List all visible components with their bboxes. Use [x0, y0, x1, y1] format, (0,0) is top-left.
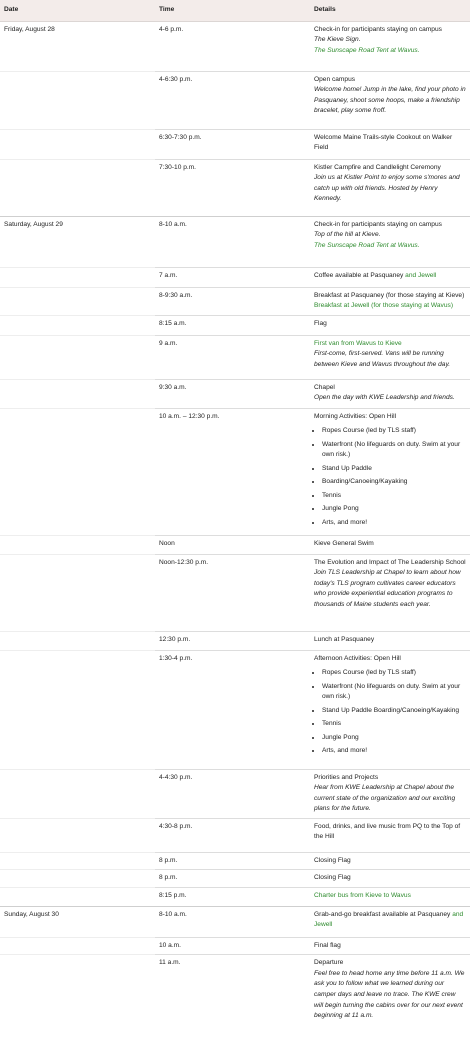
date-cell: Sunday, August 30 [0, 906, 155, 937]
table-header-row [0, 0, 470, 21]
event-title [314, 271, 466, 282]
details-cell [310, 937, 470, 955]
event-title [314, 133, 466, 154]
table-row [0, 315, 470, 335]
event-description: Open the day with KWE Leadership and friends. [314, 394, 455, 402]
table-row [0, 335, 470, 379]
table-row [0, 287, 470, 315]
event-title [314, 539, 466, 550]
time-cell: 8-10 a.m. [155, 216, 310, 267]
table-row [0, 554, 470, 631]
event-title [314, 958, 466, 969]
table-row [0, 818, 470, 852]
table-row [0, 216, 470, 267]
activity-list-item: • Waterfront (No lifeguards on duty. Swim at your own risk.) [322, 440, 466, 461]
table-row [0, 937, 470, 955]
date-cell [0, 955, 155, 1047]
details-cell [310, 129, 470, 159]
event-description: Join TLS Leadership at Chapel to learn about how today's TLS program cultivates career educators who provide experiential education programs to thousands of Maine students each year. [314, 569, 461, 608]
date-cell [0, 267, 155, 287]
details-cell [310, 379, 470, 408]
date-cell: Friday, August 28 [0, 21, 155, 71]
table-row [0, 267, 470, 287]
date-cell [0, 71, 155, 129]
event-title-green: Charter bus from Kieve to Wavus [314, 891, 411, 899]
details-cell [310, 818, 470, 852]
schedule-body [0, 21, 470, 1047]
event-title [314, 163, 466, 174]
event-title-text: Kieve General Swim [314, 539, 374, 547]
table-row [0, 129, 470, 159]
event-title-text: Closing Flag [314, 856, 351, 864]
table-row [0, 159, 470, 216]
event-title-text: Breakfast at Pasquaney (for those staying at Kieve) [314, 291, 465, 299]
table-row [0, 852, 470, 870]
table-row [0, 631, 470, 650]
details-cell [310, 408, 470, 535]
date-cell [0, 650, 155, 769]
event-title-text: Afternoon Activities: Open Hill [314, 654, 401, 662]
time-cell: 12:30 p.m. [155, 631, 310, 650]
details-cell [310, 267, 470, 287]
event-title [314, 773, 466, 784]
table-row [0, 906, 470, 937]
activity-list [314, 668, 466, 757]
date-cell [0, 887, 155, 906]
table-row [0, 379, 470, 408]
date-cell [0, 818, 155, 852]
details-cell [310, 315, 470, 335]
activity-list-item: • Stand Up Paddle Boarding/Canoeing/Kayaking [322, 706, 466, 717]
event-title [314, 941, 466, 952]
event-title [314, 873, 466, 884]
details-cell [310, 287, 470, 315]
event-title [314, 635, 466, 646]
event-description: The Kieve Sign. [314, 36, 361, 44]
time-cell: 1:30-4 p.m. [155, 650, 310, 769]
event-title-text: Morning Activities: Open Hill [314, 412, 397, 420]
date-cell [0, 379, 155, 408]
time-cell: Noon [155, 535, 310, 554]
date-cell [0, 870, 155, 888]
time-cell: 8:15 p.m. [155, 887, 310, 906]
event-title-green: First van from Wavus to Kieve [314, 339, 402, 347]
event-title [314, 319, 466, 330]
details-cell [310, 852, 470, 870]
date-cell [0, 287, 155, 315]
table-row [0, 71, 470, 129]
details-cell [310, 769, 470, 818]
time-cell: 10 a.m. [155, 937, 310, 955]
date-cell [0, 129, 155, 159]
event-title-text: Check-in for participants staying on campus [314, 25, 442, 33]
date-cell [0, 769, 155, 818]
details-cell [310, 535, 470, 554]
event-title [314, 220, 466, 231]
column-header-time: Time [155, 0, 310, 21]
event-title [314, 291, 466, 302]
event-title-text: Lunch at Pasquaney [314, 635, 375, 643]
time-cell: 7:30-10 p.m. [155, 159, 310, 216]
date-cell [0, 315, 155, 335]
event-title-text: Open campus [314, 75, 356, 83]
details-cell [310, 887, 470, 906]
table-row [0, 870, 470, 888]
activity-list-item: • Stand Up Paddle [322, 464, 466, 475]
event-title [314, 558, 466, 569]
details-cell [310, 631, 470, 650]
event-title [314, 822, 466, 843]
event-title [314, 412, 466, 423]
details-cell [310, 71, 470, 129]
event-title [314, 910, 466, 931]
details-cell [310, 554, 470, 631]
time-cell: 6:30-7:30 p.m. [155, 129, 310, 159]
time-cell: 8 p.m. [155, 870, 310, 888]
event-title [314, 383, 466, 394]
event-title-text: Departure [314, 959, 344, 967]
event-title [314, 25, 466, 36]
event-note-green: Breakfast at Jewell (for those staying at Wavus) [314, 302, 454, 310]
event-description: Join us at Kistler Point to enjoy some s'mores and catch up with old friends. Hosted by Henry Kennedy. [314, 174, 460, 203]
date-cell [0, 554, 155, 631]
event-title-text: The Evolution and Impact of The Leadership School [314, 558, 466, 566]
time-cell: Noon-12:30 p.m. [155, 554, 310, 631]
time-cell: 4-6:30 p.m. [155, 71, 310, 129]
event-title-green: and Jewell [314, 910, 464, 929]
event-location-green: The Sunscape Road Tent at Wavus. [314, 46, 420, 54]
time-cell: 4:30-8 p.m. [155, 818, 310, 852]
table-row [0, 887, 470, 906]
details-cell [310, 335, 470, 379]
event-title-text: Chapel [314, 383, 335, 391]
activity-list [314, 426, 466, 528]
date-cell [0, 408, 155, 535]
date-cell [0, 335, 155, 379]
event-title [314, 75, 466, 86]
time-cell: 8:15 a.m. [155, 315, 310, 335]
details-cell [310, 870, 470, 888]
event-description: Hear from KWE Leadership at Chapel about the current state of the organization and our exciting plans for the future. [314, 784, 456, 813]
time-cell: 11 a.m. [155, 955, 310, 1047]
event-title-text: Flag [314, 319, 327, 327]
event-description: Top of the hill at Kieve. [314, 231, 381, 239]
details-cell [310, 159, 470, 216]
activity-list-item: • Tennis [322, 719, 466, 730]
date-cell [0, 159, 155, 216]
activity-list-item: • Arts, and more! [322, 746, 466, 757]
event-title [314, 856, 466, 867]
time-cell: 9 a.m. [155, 335, 310, 379]
activity-list-item: • Arts, and more! [322, 518, 466, 529]
event-title-text: Kistler Campfire and Candlelight Ceremony [314, 163, 441, 171]
details-cell [310, 21, 470, 71]
event-title-text: Closing Flag [314, 874, 351, 882]
event-title-text: Grab-and-go breakfast available at Pasquaney [314, 910, 451, 918]
time-cell: 10 a.m. – 12:30 p.m. [155, 408, 310, 535]
details-cell [310, 906, 470, 937]
table-row [0, 769, 470, 818]
activity-list-item: • Boarding/Canoeing/Kayaking [322, 477, 466, 488]
event-description: First-come, first-served. Vans will be running between Kieve and Wavus throughout the day. [314, 350, 451, 368]
event-title-green: and Jewell [403, 271, 437, 279]
event-title-text: Check-in for participants staying on campus [314, 220, 442, 228]
time-cell: 8-10 a.m. [155, 906, 310, 937]
table-row [0, 535, 470, 554]
event-title-text: Welcome Maine Trails-style Cookout on Walker Field [314, 133, 453, 152]
table-row [0, 21, 470, 71]
activity-list-item: • Waterfront (No lifeguards on duty. Swim at your own risk.) [322, 682, 466, 703]
details-cell [310, 650, 470, 769]
time-cell: 4-4:30 p.m. [155, 769, 310, 818]
time-cell: 8-9:30 a.m. [155, 287, 310, 315]
column-header-date: Date [0, 0, 155, 21]
table-row [0, 408, 470, 535]
details-cell [310, 216, 470, 267]
activity-list-item: • Jungle Pong [322, 504, 466, 515]
date-cell [0, 535, 155, 554]
date-cell [0, 937, 155, 955]
event-title-text: Final flag [314, 941, 341, 949]
event-location-green: The Sunscape Road Tent at Wavus. [314, 241, 420, 249]
table-row [0, 650, 470, 769]
details-cell [310, 955, 470, 1047]
activity-list-item: • Tennis [322, 491, 466, 502]
date-cell: Saturday, August 29 [0, 216, 155, 267]
event-description: Feel free to head home any time before 11 a.m. We ask you to follow what we learned during our camper days and leave no trace. The KWE crew will begin turning the cabins over for our next event beginning at 11 a.m. [314, 969, 465, 1020]
time-cell: 9:30 a.m. [155, 379, 310, 408]
event-title [314, 654, 466, 665]
event-title-text: Food, drinks, and live music from PQ to the Top of the Hill [314, 822, 461, 841]
date-cell [0, 852, 155, 870]
date-cell [0, 631, 155, 650]
time-cell: 7 a.m. [155, 267, 310, 287]
column-header-details: Details [310, 0, 470, 21]
event-description: Welcome home! Jump in the lake, find your photo in Pasquaney, shoot some hoops, make a friendship bracelet, play some froff. [314, 86, 466, 115]
time-cell: 4-6 p.m. [155, 21, 310, 71]
table-row [0, 955, 470, 1047]
event-title-text: Priorities and Projects [314, 773, 379, 781]
activity-list-item: • Ropes Course (led by TLS staff) [322, 668, 466, 679]
time-cell: 8 p.m. [155, 852, 310, 870]
activity-list-item: • Ropes Course (led by TLS staff) [322, 426, 466, 437]
event-title-text: Coffee available at Pasquaney [314, 271, 404, 279]
activity-list-item: • Jungle Pong [322, 733, 466, 744]
